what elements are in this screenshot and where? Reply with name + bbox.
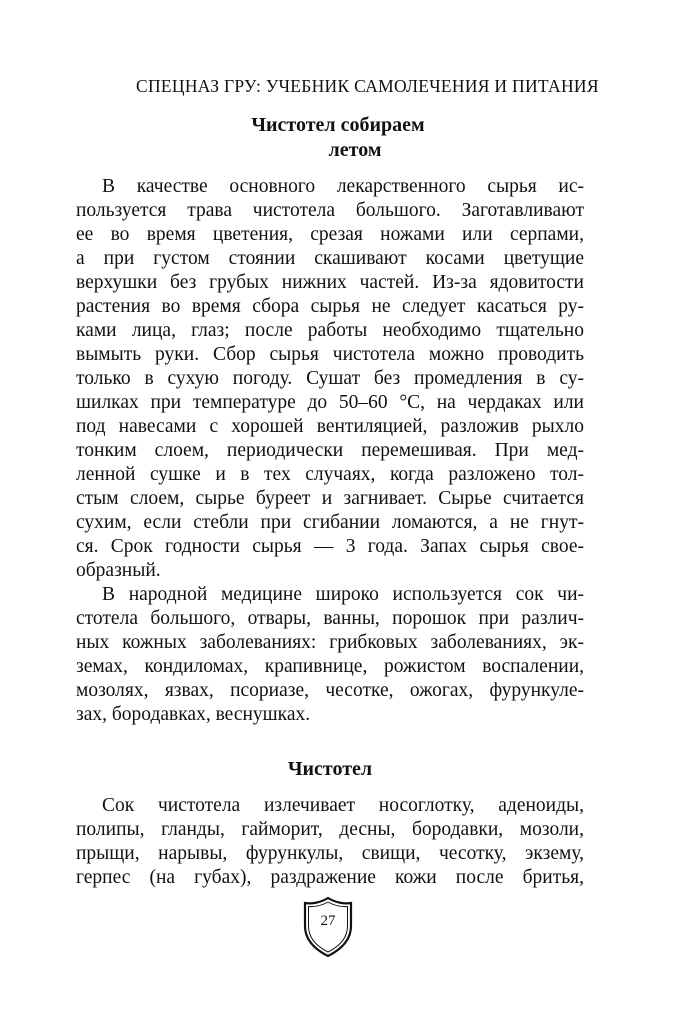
text-line: растения во время сбора сырья не следует касаться ру- (76, 296, 584, 317)
text-line: ных кожных заболеваниях: грибковых заболеваниях, эк- (76, 632, 584, 653)
text-line: ленной сушке и в тех случаях, когда разложено тол- (76, 464, 584, 485)
text-line: зах, бородавках, веснушках. (76, 704, 311, 725)
text-line: ее во время цветения, срезая ножами или серпами, (76, 224, 584, 245)
text-line: прыщи, нарывы, фурункулы, свищи, чесотку, экзему, (76, 843, 584, 864)
running-header: СПЕЦНАЗ ГРУ: УЧЕБНИК САМОЛЕЧЕНИЯ И ПИТАНИЯ (136, 76, 599, 96)
text-line: а при густом стоянии скашивают косами цветущие (76, 248, 584, 269)
text-line: ся. Срок годности сырья — 3 года. Запах сырья свое- (76, 536, 584, 557)
page-body (76, 113, 584, 890)
text-line: только в сухую погоду. Сушат без промедления в су- (76, 368, 584, 389)
text-line: Сок чистотела излечивает носоглотку, аденоиды, (102, 795, 584, 816)
section-title-celandine: Чистотел (287, 758, 373, 780)
text-line: герпес (на губах), раздражение кожи после бритья, (76, 867, 584, 888)
text-line: полипы, гланды, гайморит, десны, бородавки, мозоли, (76, 819, 584, 840)
text-line: земах, кондиломах, крапивнице, рожистом воспалении, (76, 656, 584, 677)
text-line: тонким слоем, периодически перемешивая. При мед- (76, 440, 584, 461)
section-title-line: Чистотел собираем (251, 114, 425, 136)
page-number: 27 (320, 913, 336, 929)
text-line: ками лица, глаз; после работы необходимо тщательно (76, 320, 584, 341)
text-line: стотела большого, отвары, ванны, порошок при различ- (76, 608, 584, 629)
text-line: под навесами с хорошей вентиляцией, разложив рыхло (76, 416, 584, 437)
text-line: стым слоем, сырье буреет и загнивает. Сырье считается (76, 488, 584, 509)
text-line: В качестве основного лекарственного сырья ис- (102, 176, 584, 197)
text-line: шилках при температуре до 50–60 °С, на чердаках или (76, 392, 584, 413)
text-line: сухим, если стебли при сгибании ломаются, а не гнут- (76, 512, 584, 533)
text-line: верхушки без грубых нижних частей. Из-за ядовитости (76, 272, 584, 293)
paragraph-juice-uses (76, 794, 584, 890)
section-title-celandine-harvest (76, 113, 584, 163)
text-line: мозолях, язвах, псориазе, чесотке, ожогах, фурункуле- (76, 680, 584, 701)
paragraph-folk-medicine (76, 583, 584, 727)
text-line: образный. (76, 560, 161, 581)
text-line: пользуется трава чистотела большого. Заготавливают (76, 200, 584, 221)
page-number-badge (302, 896, 354, 958)
section-title-line: летом (328, 139, 382, 161)
paragraph-harvesting (76, 175, 584, 583)
text-line: вымыть руки. Сбор сырья чистотела можно проводить (76, 344, 584, 365)
text-line: В народной медицине широко используется сок чи- (102, 584, 584, 605)
